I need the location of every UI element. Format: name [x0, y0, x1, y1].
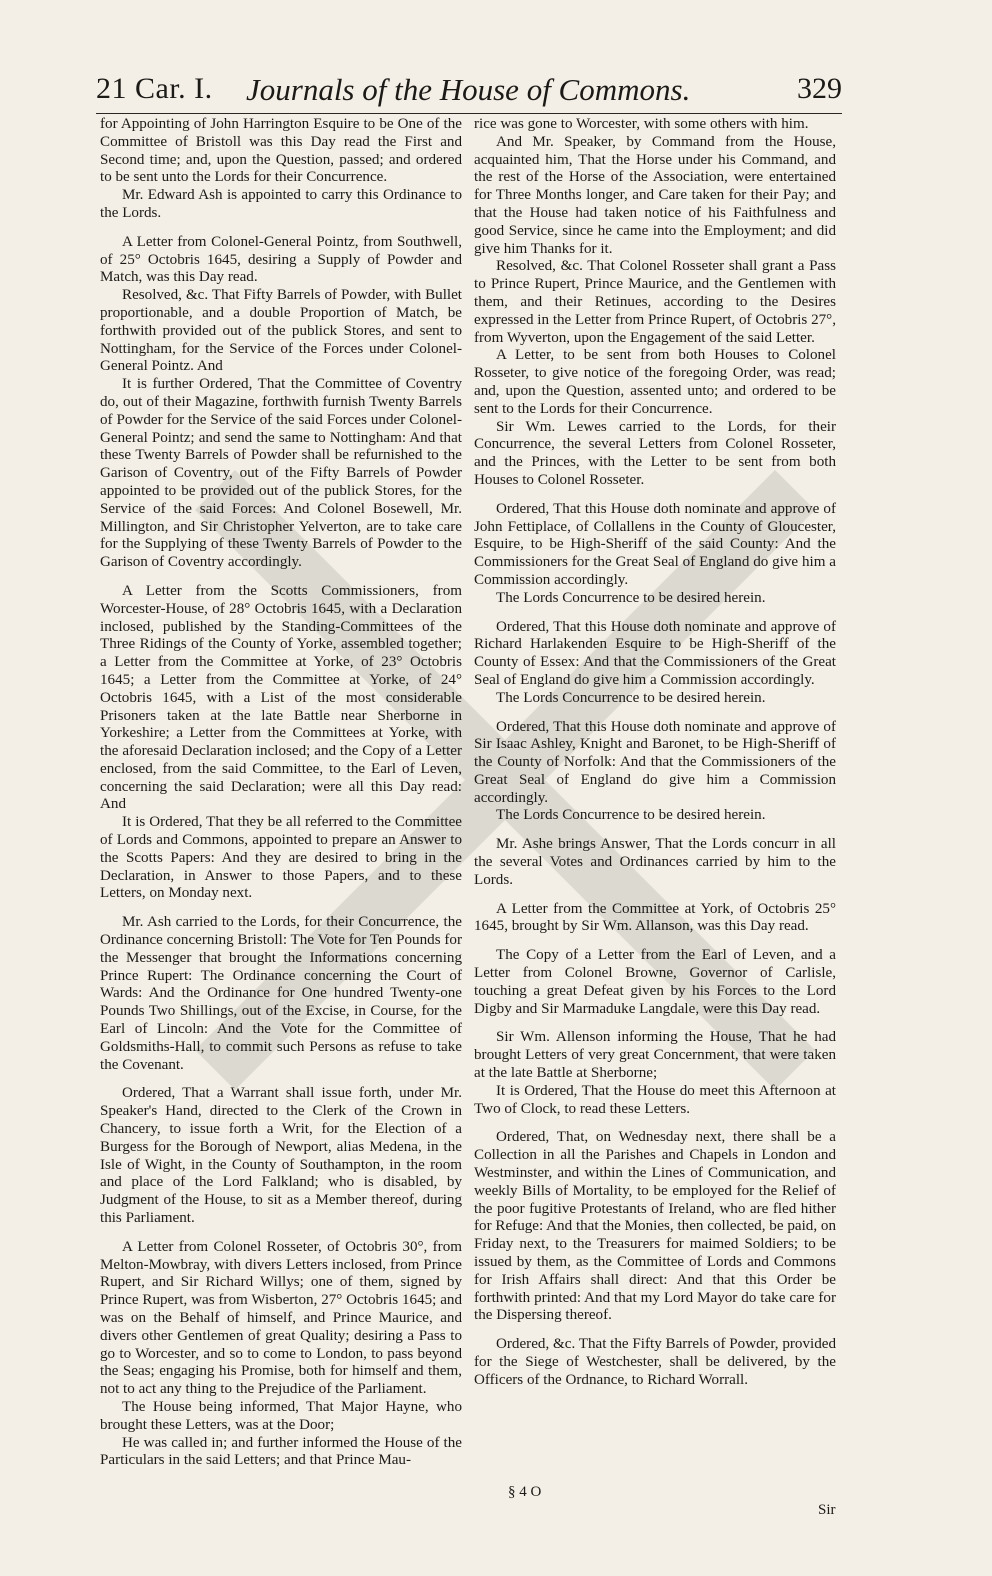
signature-mark: § 4 O — [508, 1484, 542, 1500]
header-rule — [96, 113, 842, 114]
paragraph: A Letter from the Committee at York, of Octobris 25° 1645, brought by Sir Wm. Allanson, was this Day read. — [474, 900, 836, 935]
paragraph: The Lords Concurrence to be desired herein. — [496, 689, 766, 706]
paragraph: The Copy of a Letter from the Earl of Leven, and a Letter from Colonel Browne, Governor of Carlisle, touching a great Defeat given by his Forces to the Lord Digby and Sir Marmaduke Langdale, were this Day read. — [474, 947, 836, 1017]
paragraph: A Letter from Colonel-General Pointz, from Southwell, of 25° Octobris 1645, desiring a Supply of Powder and Match, was this Day read. — [100, 233, 462, 286]
paragraph: rice was gone to Worcester, with some others with him. — [474, 116, 809, 132]
paragraph: Resolved, &c. That Fifty Barrels of Powder, with Bullet proportionable, and a double Proportion of Match, be forthwith provided out of the publick Stores, and sent to Nottingham, for the Service of the Forces under Colonel-General Pointz. And — [100, 287, 462, 375]
paragraph: A Letter, to be sent from both Houses to Colonel Rosseter, to give notice of the foregoing Order, was read; and, upon the Question, assented unto; and ordered to be sent to the Lords for their Concurrence. — [474, 347, 836, 417]
paragraph: for Appointing of John Harrington Esquire to be One of the Committee of Bristoll was this Day read the First and Second time; and, upon the Question, passed; and ordered to be sent unto the Lords for their Concurrence. — [100, 116, 462, 186]
paragraph: A Letter from the Scotts Commissioners, from Worcester-House, of 28° Octobris 1645, with a Declaration inclosed, published by the Standing-Committees of the Three Ridings of the County of Yorke, assembled together; a Letter from the Committee at Yorke, of 23° Octobris 1645; a Letter from the Committee at Yorke, of 24° Octobris 1645, with a List of the most considerable Prisoners taken at the late Battle near Sherborne in Yorkeshire; a Letter from the Committees at Yorke, with the aforesaid Declaration inclosed; and the Copy of a Letter enclosed, from the said Committee, to the Earl of Leven, concerning the said Declaration; were all this Day read: And — [100, 582, 462, 813]
paragraph: It is Ordered, That they be all referred to the Committee of Lords and Commons, appointed to prepare an Answer to the Scotts Papers: And they are desired to bring in the Declaration, in Answer to those Papers, and to these Letters, on Monday next. — [100, 814, 462, 902]
regnal-year: 21 Car. I. — [96, 72, 213, 105]
paragraph: The House being informed, That Major Hayne, who brought these Letters, was at the Door; — [100, 1398, 462, 1433]
paragraph: Resolved, &c. That Colonel Rosseter shall grant a Pass to Prince Rupert, Prince Maurice, and the Gentlemen with them, and their Retinues, according to the Desires expressed in the Letter from Prince Rupert, of Octobris 27°, from Wyverton, upon the Engagement of the said Letter. — [474, 258, 836, 346]
paragraph: Ordered, That a Warrant shall issue forth, under Mr. Speaker's Hand, directed to the Clerk of the Crown in Chancery, to issue forth a Writ, for the Election of a Burgess for the Borough of Newport, alias Medena, in the Isle of Wight, in the County of Southampton, in the room and place of the Lord Falkland; who is disabled, by Judgment of the House, to sit as a Member thereof, during this Parliament. — [100, 1085, 462, 1227]
paragraph: The Lords Concurrence to be desired herein. — [496, 807, 766, 824]
paragraph: And Mr. Speaker, by Command from the House, acquainted him, That the Horse under his Command, and the rest of the Horse of the Association, were entertained for Three Months longer, and Care taken for their Pay; and that the House had taken notice of his Faithfulness and good Service, since he came into the Employment; and did give him Thanks for it. — [474, 133, 836, 257]
paragraph: Mr. Ashe brings Answer, That the Lords concurr in all the several Votes and Ordinances carried by him to the Lords. — [474, 836, 836, 888]
paragraph: Ordered, That, on Wednesday next, there shall be a Collection in all the Parishes and Chapels in London and Westminster, and within the Lines of Communication, and weekly Bills of Mortality, to be employed for the Relief of the poor fugitive Protestants of Ireland, who are fled hither for Refuge: And that the Monies, then collected, be paid, on Friday next, to the Treasurers for maimed Soldiers; to be issued by them, as the Committee of Lords and Commons for Irish Affairs shall direct: And that this Order be forthwith printed: And that my Lord Mayor do take care for the Dispersing thereof. — [474, 1129, 836, 1324]
right-column — [474, 116, 836, 1390]
paragraph: Ordered, That this House doth nominate and approve of Sir Isaac Ashley, Knight and Baronet, to be High-Sheriff of the County of Norfolk: And that the Commissioners of the Great Seal of England do give him a Commission accordingly. — [474, 718, 836, 806]
paragraph: Ordered, That this House doth nominate and approve of John Fettiplace, of Collallens in the County of Gloucester, Esquire, to be High-Sheriff of the said County: And the Commissioners for the Great Seal of England do give him a Commission accordingly. — [474, 500, 836, 588]
paragraph: It is further Ordered, That the Committee of Coventry do, out of their Magazine, forthwith furnish Twenty Barrels of Powder for the Service of the said Forces under Colonel-General Pointz; and send the same to Nottingham: And that these Twenty Barrels of Powder shall be refurnished to the Garison of Coventry, out of the Fifty Barrels of Powder appointed to be provided out of the publick Stores, for the Service of the said Forces: And Colonel Bosewell, Mr. Millington, and Sir Christopher Yelverton, are to take care for the Supplying of these Twenty Barrels of Powder to the Garison of Coventry accordingly. — [100, 376, 462, 571]
paragraph: Sir Wm. Allenson informing the House, That he had brought Letters of very great Concernment, that were taken at the late Battle at Sherborne; — [474, 1029, 836, 1082]
paragraph: Ordered, &c. That the Fifty Barrels of Powder, provided for the Siege of Westchester, shall be delivered, by the Officers of the Ordnance, to Richard Worrall. — [474, 1336, 836, 1388]
paragraph: The Lords Concurrence to be desired herein. — [496, 589, 766, 606]
paragraph: Mr. Ash carried to the Lords, for their Concurrence, the Ordinance concerning Bristoll: The Vote for Ten Pounds for the Messenger that brought the Informations concerning Prince Rupert: The Ordinance concerning the Court of Wards: And the Ordinance for One hundred Twenty-one Pounds Two Shillings, out of the Excise, in Course, for the Earl of Lincoln: And the Vote for the Committee of Goldsmiths-Hall, to commit such Persons as refuse to take the Covenant. — [100, 914, 462, 1073]
page-number: 329 — [797, 72, 842, 105]
paragraph: Sir Wm. Lewes carried to the Lords, for their Concurrence, the several Letters from Colonel Rosseter, and the Princes, with the Letter to be sent from both Houses to Colonel Rosseter. — [474, 418, 836, 488]
paragraph: Mr. Edward Ash is appointed to carry this Ordinance to the Lords. — [100, 187, 462, 221]
paragraph: It is Ordered, That the House do meet this Afternoon at Two of Clock, to read these Letters. — [474, 1082, 836, 1117]
paragraph: A Letter from Colonel Rosseter, of Octobris 30°, from Melton-Mowbray, with divers Letters inclosed, from Prince Rupert, and Sir Richard Willys; one of them, signed by Prince Rupert, was from Wisberton, 27° Octobris 1645; and was on the Behalf of himself, and Prince Maurice, and divers other Gentlemen of great Quality; desiring a Pass to go to Worcester, and so to come to London, to pass beyond the Seas; engaging his Promise, both for himself and them, not to act any thing to the Prejudice of the Parliament. — [100, 1238, 462, 1398]
catchword: Sir — [818, 1502, 836, 1518]
page-header — [96, 72, 842, 114]
left-column — [100, 116, 462, 1470]
journal-title: Journals of the House of Commons. — [246, 72, 691, 107]
paragraph: He was called in; and further informed the House of the Particulars in the said Letters; and that Prince Mau- — [100, 1434, 462, 1469]
paragraph: Ordered, That this House doth nominate and approve of Richard Harlakenden Esquire to be High-Sheriff of the County of Essex: And that the Commissioners of the Great Seal of England do give him a Commission accordingly. — [474, 618, 836, 688]
